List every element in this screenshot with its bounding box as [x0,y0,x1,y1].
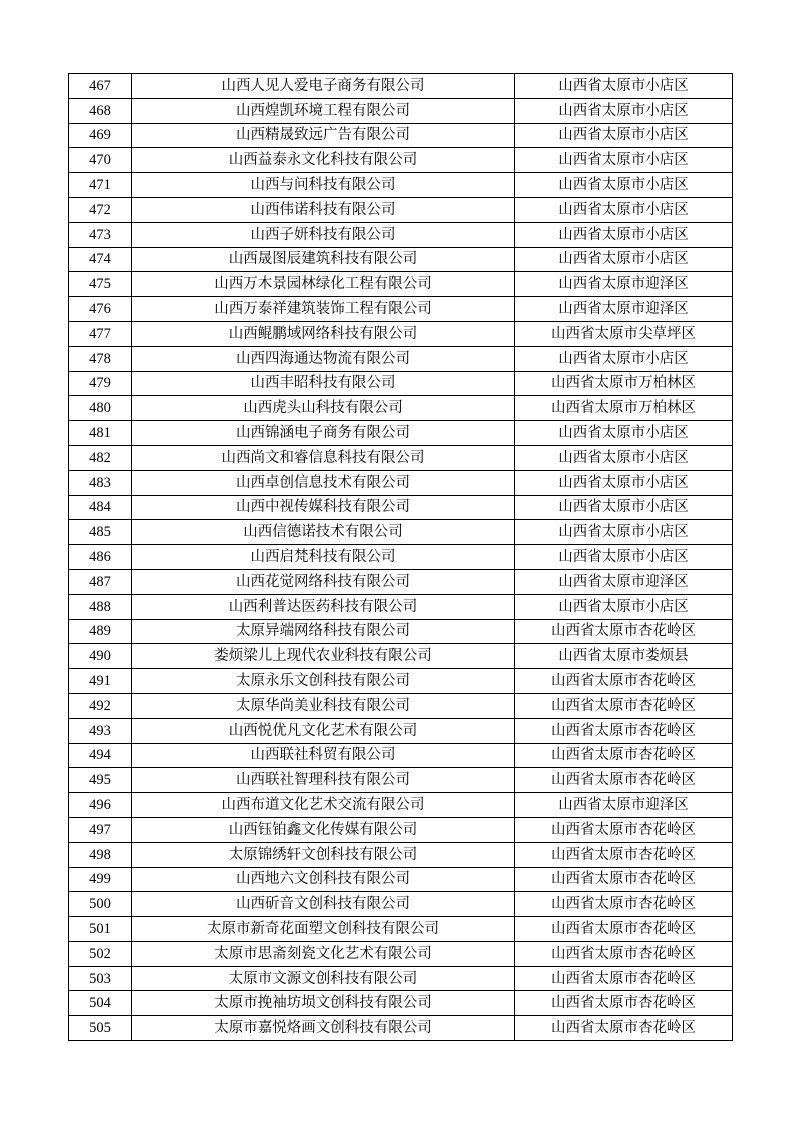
table-row [69,346,733,371]
row-number-cell: 468 [69,98,132,123]
company-name-cell: 山西启梵科技有限公司 [132,545,515,570]
company-name-cell: 娄烦梁儿上现代农业科技有限公司 [132,644,515,669]
company-name-cell: 太原市挽袖坊埙文创科技有限公司 [132,991,515,1016]
row-number-cell: 481 [69,421,132,446]
row-number-cell: 501 [69,917,132,942]
row-number-cell: 471 [69,173,132,198]
row-number-cell: 502 [69,941,132,966]
company-name-cell: 山西地六文创科技有限公司 [132,867,515,892]
company-name-cell: 太原市思斋刻瓷文化艺术有限公司 [132,941,515,966]
row-number-cell: 505 [69,1016,132,1041]
location-cell: 山西省太原市杏花岭区 [515,1016,733,1041]
location-cell: 山西省太原市小店区 [515,421,733,446]
table-row [69,768,733,793]
row-number-cell: 474 [69,247,132,272]
row-number-cell: 496 [69,793,132,818]
location-cell: 山西省太原市杏花岭区 [515,941,733,966]
row-number-cell: 503 [69,966,132,991]
company-name-cell: 太原锦绣轩文创科技有限公司 [132,842,515,867]
row-number-cell: 491 [69,669,132,694]
table-row [69,445,733,470]
table-row [69,693,733,718]
location-cell: 山西省太原市万柏林区 [515,396,733,421]
location-cell: 山西省太原市小店区 [515,520,733,545]
location-cell: 山西省太原市杏花岭区 [515,842,733,867]
row-number-cell: 475 [69,272,132,297]
company-name-cell: 山西精晟致远广告有限公司 [132,123,515,148]
company-name-cell: 太原华尚美业科技有限公司 [132,693,515,718]
company-name-cell: 太原市嘉悦烙画文创科技有限公司 [132,1016,515,1041]
row-number-cell: 493 [69,718,132,743]
location-cell: 山西省太原市杏花岭区 [515,817,733,842]
location-cell: 山西省太原市迎泽区 [515,297,733,322]
company-name-cell: 太原市文源文创科技有限公司 [132,966,515,991]
row-number-cell: 495 [69,768,132,793]
company-name-cell: 山西人见人爱电子商务有限公司 [132,74,515,99]
company-list-table [68,73,733,1041]
location-cell: 山西省太原市小店区 [515,148,733,173]
company-name-cell: 山西与问科技有限公司 [132,173,515,198]
location-cell: 山西省太原市尖草坪区 [515,321,733,346]
row-number-cell: 486 [69,545,132,570]
location-cell: 山西省太原市迎泽区 [515,569,733,594]
row-number-cell: 500 [69,892,132,917]
company-name-cell: 山西鲲鹏域网络科技有限公司 [132,321,515,346]
row-number-cell: 498 [69,842,132,867]
company-name-cell: 太原异端网络科技有限公司 [132,619,515,644]
company-name-cell: 山西悦优凡文化艺术有限公司 [132,718,515,743]
company-name-cell: 山西尚文和睿信息科技有限公司 [132,445,515,470]
table-row [69,222,733,247]
table-row [69,991,733,1016]
row-number-cell: 478 [69,346,132,371]
table-row [69,594,733,619]
company-name-cell: 山西卓创信息技术有限公司 [132,470,515,495]
location-cell: 山西省太原市杏花岭区 [515,768,733,793]
location-cell: 山西省太原市娄烦县 [515,644,733,669]
location-cell: 山西省太原市小店区 [515,123,733,148]
row-number-cell: 482 [69,445,132,470]
table-row [69,173,733,198]
row-number-cell: 467 [69,74,132,99]
row-number-cell: 477 [69,321,132,346]
company-name-cell: 山西锦涵电子商务有限公司 [132,421,515,446]
company-name-cell: 太原永乐文创科技有限公司 [132,669,515,694]
table-row [69,98,733,123]
row-number-cell: 479 [69,371,132,396]
location-cell: 山西省太原市杏花岭区 [515,693,733,718]
row-number-cell: 469 [69,123,132,148]
row-number-cell: 487 [69,569,132,594]
row-number-cell: 473 [69,222,132,247]
table-row [69,495,733,520]
company-name-cell: 山西斫音文创科技有限公司 [132,892,515,917]
company-name-cell: 山西中视传媒科技有限公司 [132,495,515,520]
company-name-cell: 山西子妍科技有限公司 [132,222,515,247]
location-cell: 山西省太原市小店区 [515,173,733,198]
company-name-cell: 山西伟诺科技有限公司 [132,197,515,222]
table-row [69,669,733,694]
row-number-cell: 488 [69,594,132,619]
table-row [69,470,733,495]
row-number-cell: 485 [69,520,132,545]
company-name-cell: 山西益泰永文化科技有限公司 [132,148,515,173]
location-cell: 山西省太原市小店区 [515,545,733,570]
table-row [69,917,733,942]
company-name-cell: 山西四海通达物流有限公司 [132,346,515,371]
company-name-cell: 山西布道文化艺术交流有限公司 [132,793,515,818]
row-number-cell: 499 [69,867,132,892]
table-row [69,1016,733,1041]
table-row [69,247,733,272]
company-name-cell: 太原市新奇花面塑文创科技有限公司 [132,917,515,942]
location-cell: 山西省太原市万柏林区 [515,371,733,396]
company-name-cell: 山西晟图辰建筑科技有限公司 [132,247,515,272]
location-cell: 山西省太原市杏花岭区 [515,867,733,892]
company-name-cell: 山西万泰祥建筑装饰工程有限公司 [132,297,515,322]
table-row [69,966,733,991]
location-cell: 山西省太原市小店区 [515,594,733,619]
location-cell: 山西省太原市杏花岭区 [515,743,733,768]
table-row [69,743,733,768]
table-row [69,545,733,570]
location-cell: 山西省太原市杏花岭区 [515,619,733,644]
company-name-cell: 山西联社智理科技有限公司 [132,768,515,793]
location-cell: 山西省太原市杏花岭区 [515,917,733,942]
company-name-cell: 山西虎头山科技有限公司 [132,396,515,421]
row-number-cell: 470 [69,148,132,173]
table-row [69,867,733,892]
location-cell: 山西省太原市小店区 [515,470,733,495]
company-name-cell: 山西万木景园林绿化工程有限公司 [132,272,515,297]
row-number-cell: 494 [69,743,132,768]
table-row [69,197,733,222]
table-row [69,371,733,396]
table-row [69,321,733,346]
row-number-cell: 489 [69,619,132,644]
company-name-cell: 山西钰铂鑫文化传媒有限公司 [132,817,515,842]
table-row [69,272,733,297]
row-number-cell: 472 [69,197,132,222]
location-cell: 山西省太原市小店区 [515,346,733,371]
company-name-cell: 山西利普达医药科技有限公司 [132,594,515,619]
table-row [69,421,733,446]
table-body [69,74,733,1041]
location-cell: 山西省太原市小店区 [515,222,733,247]
location-cell: 山西省太原市小店区 [515,74,733,99]
table-row [69,297,733,322]
table-row [69,396,733,421]
location-cell: 山西省太原市杏花岭区 [515,718,733,743]
table-row [69,148,733,173]
location-cell: 山西省太原市杏花岭区 [515,966,733,991]
table-row [69,123,733,148]
location-cell: 山西省太原市杏花岭区 [515,991,733,1016]
location-cell: 山西省太原市小店区 [515,247,733,272]
row-number-cell: 476 [69,297,132,322]
row-number-cell: 497 [69,817,132,842]
location-cell: 山西省太原市杏花岭区 [515,892,733,917]
table-row [69,793,733,818]
row-number-cell: 504 [69,991,132,1016]
table-row [69,941,733,966]
table-row [69,817,733,842]
location-cell: 山西省太原市迎泽区 [515,793,733,818]
table-row [69,644,733,669]
company-name-cell: 山西丰昭科技有限公司 [132,371,515,396]
row-number-cell: 484 [69,495,132,520]
table-row [69,718,733,743]
company-name-cell: 山西联社科贸有限公司 [132,743,515,768]
company-name-cell: 山西信德诺技术有限公司 [132,520,515,545]
table-row [69,74,733,99]
row-number-cell: 483 [69,470,132,495]
location-cell: 山西省太原市小店区 [515,445,733,470]
table-row [69,892,733,917]
table-row [69,520,733,545]
row-number-cell: 492 [69,693,132,718]
location-cell: 山西省太原市杏花岭区 [515,669,733,694]
row-number-cell: 490 [69,644,132,669]
company-name-cell: 山西花觉网络科技有限公司 [132,569,515,594]
location-cell: 山西省太原市迎泽区 [515,272,733,297]
location-cell: 山西省太原市小店区 [515,98,733,123]
company-name-cell: 山西煌凯环境工程有限公司 [132,98,515,123]
location-cell: 山西省太原市小店区 [515,495,733,520]
table-row [69,842,733,867]
location-cell: 山西省太原市小店区 [515,197,733,222]
table-row [69,569,733,594]
table-row [69,619,733,644]
row-number-cell: 480 [69,396,132,421]
